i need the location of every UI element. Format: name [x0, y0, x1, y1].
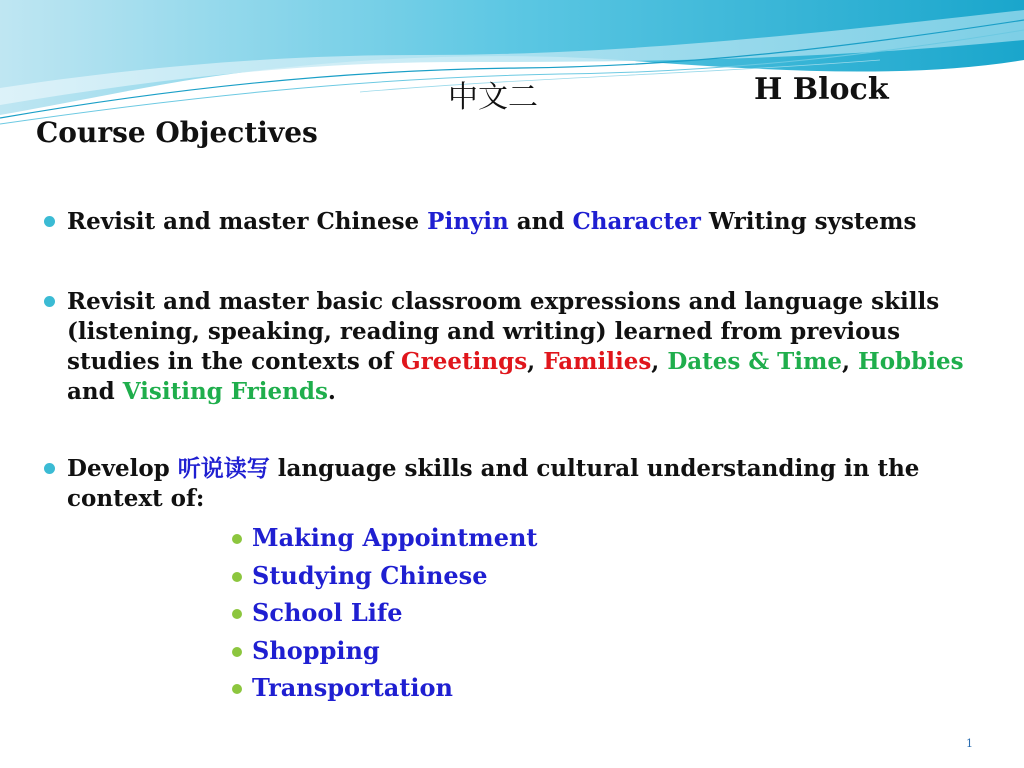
- bullet-text: Revisit and master basic classroom expressions and language skills (listening, speaking, reading and writing) learned from previous studies in the contexts of Greetings, Families, Dates & Time, Hobbies and Visiting Friends.: [67, 288, 964, 405]
- context-sub-list: [232, 522, 538, 710]
- sub-bullet-dot-icon: [232, 534, 242, 544]
- highlight-greetings: Greetings: [401, 348, 528, 375]
- bullet-dot-icon: [44, 216, 55, 227]
- highlight-character: Character: [572, 208, 701, 235]
- sub-bullet-dot-icon: [232, 684, 242, 694]
- sub-bullet-dot-icon: [232, 647, 242, 657]
- bullet-text: Revisit and master Chinese Pinyin and Character Writing systems: [67, 208, 917, 235]
- highlight-chinese-skills: 听说读写: [177, 455, 270, 482]
- sub-bullet-dot-icon: [232, 609, 242, 619]
- sub-list-item: Making Appointment: [232, 522, 538, 560]
- bullet-text: Develop 听说读写 language skills and cultural understanding in the context of:: [67, 455, 920, 512]
- highlight-hobbies: Hobbies: [857, 348, 964, 375]
- highlight-visiting-friends: Visiting Friends: [122, 378, 328, 405]
- sub-list-item: Transportation: [232, 672, 538, 710]
- objective-bullet-1: [44, 207, 984, 237]
- bullet-dot-icon: [44, 463, 55, 474]
- title-block: H Block: [754, 72, 889, 107]
- bullet-dot-icon: [44, 296, 55, 307]
- objective-bullet-2: [44, 287, 984, 407]
- sub-list-item: School Life: [232, 597, 538, 635]
- sub-list-item: Studying Chinese: [232, 560, 538, 598]
- page-heading: Course Objectives: [36, 116, 318, 149]
- highlight-families: Families: [543, 348, 652, 375]
- highlight-pinyin: Pinyin: [427, 208, 509, 235]
- highlight-dates-time: Dates & Time: [667, 348, 842, 375]
- title-chinese: 中文二: [448, 80, 538, 115]
- page-number: 1: [966, 737, 973, 750]
- sub-bullet-dot-icon: [232, 572, 242, 582]
- objective-bullet-3: [44, 454, 984, 514]
- sub-list-item: Shopping: [232, 635, 538, 673]
